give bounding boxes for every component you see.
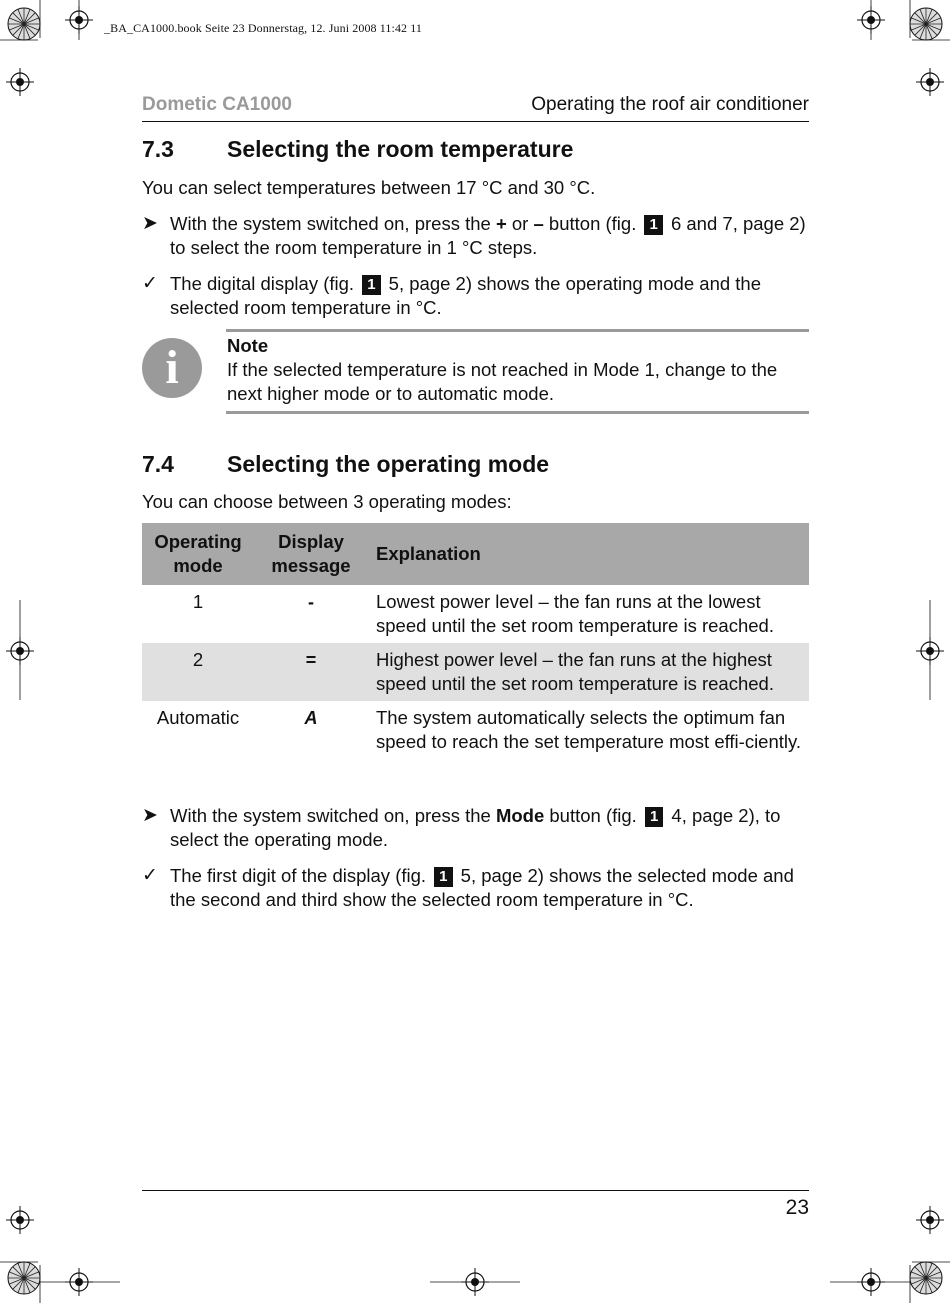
section-7-4-step: With the system switched on, press the Mode button (fig. 1 4, page 2), to select the operating mode.	[170, 805, 781, 850]
section-7-3-step: With the system switched on, press the + or – button (fig. 1 6 and 7, page 2) to select the room temperature in 1 °C steps.	[170, 213, 806, 258]
section-7-3-result: The digital display (fig. 1 5, page 2) shows the operating mode and the selected room temperature in °C.	[170, 273, 761, 318]
header-rule	[142, 121, 809, 122]
table-row	[142, 701, 809, 759]
note-top-rule	[226, 329, 809, 332]
column-header-mode: Operating mode	[142, 523, 254, 585]
table-row	[142, 585, 809, 643]
explanation-cell: Lowest power level – the fan runs at the lowest speed until the set room temperature is reached.	[376, 591, 774, 636]
note-text: If the selected temperature is not reached in Mode 1, change to the next higher mode or to automatic mode.	[227, 359, 778, 404]
star-mark-bottom-right	[910, 1262, 942, 1294]
note-title: Note	[227, 335, 269, 356]
section-7-4-title: Selecting the operating mode	[227, 451, 550, 477]
display-message-cell: =	[254, 643, 368, 701]
column-header-display: Display message	[254, 523, 368, 585]
section-7-3-intro: You can select temperatures between 17 °C and 30 °C.	[142, 177, 596, 198]
star-mark-top-left	[8, 8, 40, 40]
section-7-4-intro: You can choose between 3 operating modes:	[142, 491, 512, 512]
header-chapter: Operating the roof air conditioner	[531, 94, 809, 115]
print-info-line: _BA_CA1000.book Seite 23 Donnerstag, 12. Juni 2008 11:42 11	[104, 21, 422, 35]
mode-cell: Automatic	[156, 707, 240, 728]
table-header-row	[142, 523, 809, 585]
display-message-cell: -	[308, 592, 314, 612]
display-message-cell: A	[304, 708, 318, 728]
header-product: Dometic CA1000	[142, 94, 292, 115]
mode-cell: 1	[192, 591, 204, 612]
operating-modes-table	[142, 523, 809, 759]
mode-cell: 2	[142, 643, 254, 701]
note-bottom-rule	[226, 411, 809, 414]
arrow-bullet-icon: ➤	[142, 213, 158, 234]
star-mark-top-right	[910, 8, 942, 40]
checkmark-icon: ✓	[142, 273, 158, 294]
section-7-4-result: The first digit of the display (fig. 1 5, page 2) shows the selected mode and the second and third show the selected room temperature in °C.	[170, 865, 794, 910]
figure-ref-badge: 1	[645, 807, 663, 827]
explanation-cell: Highest power level – the fan runs at the highest speed until the set room temperature is reached.	[368, 643, 809, 701]
star-mark-bottom-left	[8, 1262, 40, 1294]
section-7-3-title: Selecting the room temperature	[227, 136, 574, 162]
footer-rule	[142, 1190, 809, 1191]
section-7-4-number: 7.4	[142, 451, 174, 477]
info-icon: i	[142, 338, 202, 398]
section-7-3-number: 7.3	[142, 136, 174, 162]
column-header-explanation: Explanation	[368, 523, 809, 585]
table-row	[142, 643, 809, 701]
arrow-bullet-icon: ➤	[142, 805, 158, 826]
checkmark-icon: ✓	[142, 865, 158, 886]
figure-ref-badge: 1	[644, 215, 662, 235]
explanation-cell: The system automatically selects the optimum fan speed to reach the set temperature most effi-ciently.	[376, 707, 802, 752]
page-number: 23	[785, 1196, 809, 1219]
figure-ref-badge: 1	[434, 867, 452, 887]
figure-ref-badge: 1	[362, 275, 380, 295]
